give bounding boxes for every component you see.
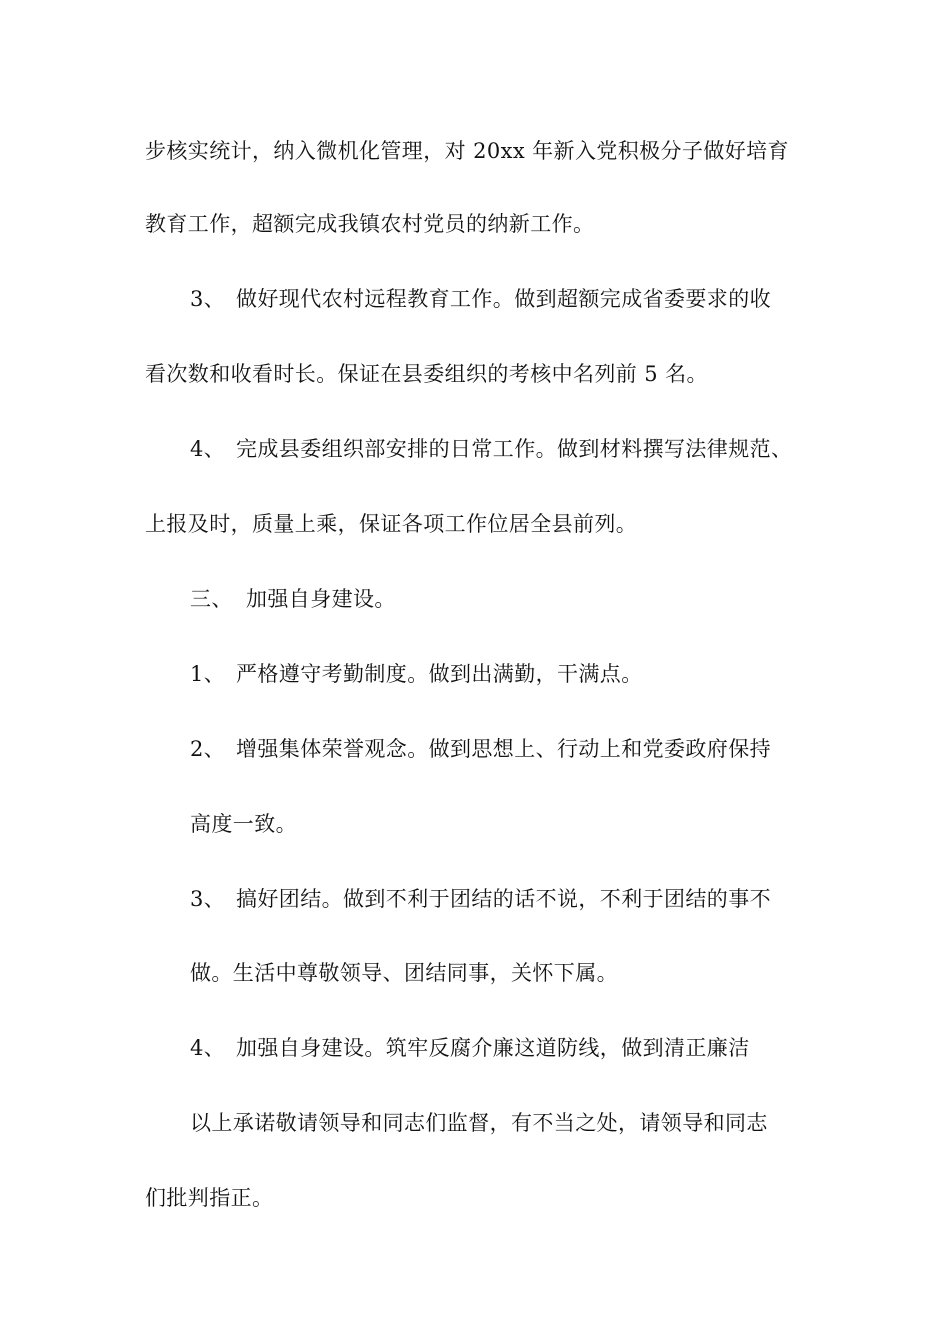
paragraph-line: 以上承诺敬请领导和同志们监督，有不当之处，请领导和同志 xyxy=(190,1111,768,1135)
list-item-text: 加强自身建设。筑牢反腐介廉这道防线，做到清正廉洁 xyxy=(236,1036,750,1060)
list-item xyxy=(190,284,771,314)
paragraph-line: 步核实统计，纳入微机化管理，对 20xx 年新入党积极分子做好培育 xyxy=(145,139,789,163)
list-item xyxy=(190,1033,750,1063)
paragraph-line: 高度一致。 xyxy=(190,812,297,836)
list-marker: 3、 xyxy=(190,287,226,311)
list-item xyxy=(190,434,792,464)
list-item xyxy=(190,734,771,764)
paragraph-line: 看次数和收看时长。保证在县委组织的考核中名列前 5 名。 xyxy=(145,362,708,386)
section-marker: 三、 xyxy=(190,587,233,611)
list-marker: 2、 xyxy=(190,737,226,761)
section-heading-text: 加强自身建设。 xyxy=(246,587,396,611)
list-item-text: 完成县委组织部安排的日常工作。做到材料撰写法律规范、 xyxy=(236,437,793,461)
list-item-text: 增强集体荣誉观念。做到思想上、行动上和党委政府保持 xyxy=(236,737,771,761)
list-item-text: 做好现代农村远程教育工作。做到超额完成省委要求的收 xyxy=(236,287,771,311)
paragraph-line: 们批判指正。 xyxy=(145,1186,274,1210)
list-item-text: 搞好团结。做到不利于团结的话不说，不利于团结的事不 xyxy=(236,887,771,911)
list-marker: 1、 xyxy=(190,662,226,686)
paragraph-line: 做。生活中尊敬领导、团结同事，关怀下属。 xyxy=(190,961,618,985)
list-marker: 3、 xyxy=(190,887,226,911)
list-item-text: 严格遵守考勤制度。做到出满勤，干满点。 xyxy=(236,662,643,686)
list-item xyxy=(190,884,771,914)
paragraph-line: 教育工作，超额完成我镇农村党员的纳新工作。 xyxy=(145,212,595,236)
list-marker: 4、 xyxy=(190,1036,226,1060)
list-marker: 4、 xyxy=(190,437,226,461)
list-item xyxy=(190,659,643,689)
paragraph-line: 上报及时，质量上乘，保证各项工作位居全县前列。 xyxy=(145,512,638,536)
section-heading xyxy=(190,584,396,614)
